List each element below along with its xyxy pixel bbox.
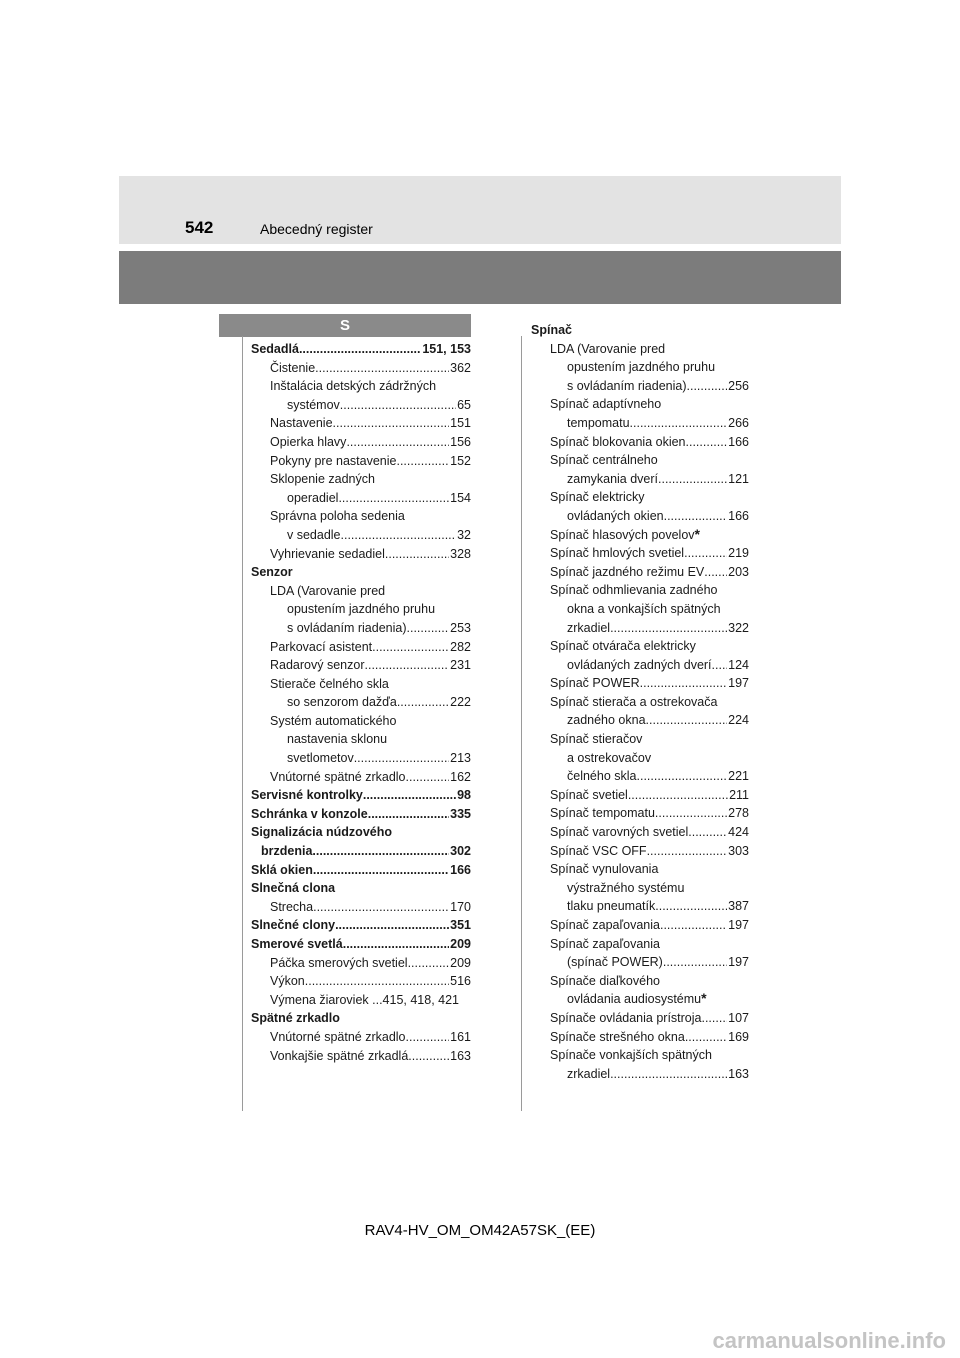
index-entry-page: 219 bbox=[728, 546, 749, 561]
index-entry bbox=[251, 768, 471, 787]
dot-leader bbox=[610, 619, 727, 638]
index-entry-text: Spínač jazdného režimu EV bbox=[550, 564, 705, 579]
index-entry-page: 328 bbox=[450, 546, 471, 561]
index-entry-page: 387 bbox=[728, 899, 749, 914]
index-entry-page: 322 bbox=[728, 620, 749, 635]
index-entry-text: Parkovací asistent bbox=[270, 639, 373, 654]
index-entry bbox=[251, 526, 471, 545]
dot-leader bbox=[664, 507, 728, 526]
index-entry-text: ovládaných okien bbox=[567, 508, 664, 523]
index-entry-text: Správna poloha sedenia bbox=[270, 509, 405, 524]
index-entry bbox=[251, 1028, 471, 1047]
index-entry-text: Pokyny pre nastavenie bbox=[270, 453, 397, 468]
index-entry-page: 351 bbox=[450, 918, 471, 933]
index-entry-text: Spínač stieračov bbox=[550, 732, 643, 747]
dot-leader bbox=[397, 693, 449, 712]
index-entry bbox=[251, 396, 471, 415]
index-entry-text: opustením jazdného pruhu bbox=[287, 602, 436, 617]
index-entry-page: 169 bbox=[728, 1029, 749, 1044]
section-title: Abecedný register bbox=[260, 221, 373, 237]
index-entry bbox=[531, 619, 749, 638]
index-entry-text: Inštalácia detských zádržných bbox=[270, 379, 437, 394]
index-entry bbox=[531, 470, 749, 489]
index-entry-text: opustením jazdného pruhu bbox=[567, 360, 716, 375]
document-code: RAV4-HV_OM_OM42A57SK_(EE) bbox=[364, 1222, 596, 1239]
index-entry bbox=[531, 321, 749, 340]
index-entry-page: 166 bbox=[728, 508, 749, 523]
index-entry-page: 424 bbox=[728, 825, 749, 840]
index-entry-page: 256 bbox=[728, 378, 749, 393]
index-entry bbox=[531, 1028, 749, 1047]
dot-leader bbox=[408, 1047, 449, 1066]
index-entry-text: Spínač odhmlievania zadného bbox=[550, 583, 718, 598]
dot-leader bbox=[335, 916, 449, 935]
dot-leader bbox=[299, 340, 421, 359]
dot-leader bbox=[687, 377, 728, 396]
dot-leader bbox=[305, 972, 449, 991]
header-dark-band bbox=[119, 251, 841, 304]
index-entry-text: Spínač centrálneho bbox=[550, 453, 658, 468]
dot-leader bbox=[333, 414, 450, 433]
index-entry-text: Spínač adaptívneho bbox=[550, 397, 662, 412]
dot-leader bbox=[640, 674, 728, 693]
index-entry bbox=[531, 1046, 749, 1065]
index-entry bbox=[251, 582, 471, 601]
index-entry bbox=[251, 861, 471, 880]
index-entry-page: 209 bbox=[450, 955, 471, 970]
index-entry bbox=[531, 935, 749, 954]
index-entry-text: Spínač bbox=[531, 323, 572, 337]
index-entry bbox=[251, 712, 471, 731]
index-entry-text: Signalizácia núdzového bbox=[251, 825, 392, 840]
dot-leader bbox=[385, 545, 449, 564]
index-entry-page: 154 bbox=[450, 490, 471, 505]
index-entry-text: tempomatu bbox=[567, 415, 630, 430]
dot-leader bbox=[407, 619, 450, 638]
dot-leader bbox=[655, 804, 727, 823]
index-entry bbox=[251, 954, 471, 973]
dot-leader bbox=[315, 359, 449, 378]
index-entry-page: 107 bbox=[728, 1010, 749, 1025]
index-entry-text: a ostrekovačov bbox=[567, 750, 652, 765]
index-entry-text: Vyhrievanie sedadiel bbox=[270, 546, 385, 561]
index-entry-text: Slnečné clony bbox=[251, 918, 336, 933]
index-entry bbox=[251, 619, 471, 638]
index-entry-text: zrkadiel bbox=[567, 1066, 611, 1081]
index-entry-page: 121 bbox=[728, 471, 749, 486]
index-entry-text: brzdenia bbox=[261, 844, 313, 859]
index-entry bbox=[531, 842, 749, 861]
watermark: carmanualsonline.info bbox=[712, 1328, 946, 1353]
index-entry-page: 303 bbox=[728, 843, 749, 858]
index-entry bbox=[251, 898, 471, 917]
index-entry-text: ovládania audiosystému bbox=[567, 992, 702, 1007]
index-entry-text: Vonkajšie spätné zrkadlá bbox=[270, 1048, 409, 1063]
index-entry-page: 65 bbox=[457, 397, 471, 412]
index-entry bbox=[251, 916, 471, 935]
dot-leader bbox=[313, 898, 449, 917]
index-entry-text: Spínač VSC OFF bbox=[550, 843, 647, 858]
index-entry bbox=[531, 414, 749, 433]
dot-leader bbox=[354, 749, 449, 768]
index-entry bbox=[251, 433, 471, 452]
index-entry-page: 266 bbox=[728, 415, 749, 430]
index-entry-page: 197 bbox=[728, 676, 749, 691]
index-entry bbox=[531, 1065, 749, 1084]
index-entry-page: 151, 153 bbox=[422, 342, 471, 356]
index-entry bbox=[251, 786, 471, 805]
index-entry bbox=[251, 452, 471, 471]
dot-leader bbox=[647, 842, 728, 861]
dot-leader bbox=[396, 452, 449, 471]
index-entry-page: 362 bbox=[450, 360, 471, 375]
index-entry bbox=[251, 1047, 471, 1066]
dot-leader bbox=[637, 767, 728, 786]
index-entry-text: Spínač vynulovania bbox=[550, 862, 659, 877]
dot-leader bbox=[646, 711, 728, 730]
index-entry-page: 156 bbox=[450, 434, 471, 449]
dot-leader bbox=[343, 935, 449, 954]
index-entry bbox=[251, 656, 471, 675]
index-entry bbox=[251, 842, 471, 861]
index-entry-text: svetlometov bbox=[287, 751, 354, 766]
index-entry-text: Spínač tempomatu bbox=[550, 806, 655, 821]
index-entry bbox=[251, 359, 471, 378]
index-entry-text: Spínač zapaľovania bbox=[550, 936, 660, 951]
index-entry-page: 253 bbox=[450, 620, 471, 635]
index-entry bbox=[531, 358, 749, 377]
index-entry bbox=[531, 488, 749, 507]
index-entry bbox=[251, 1009, 471, 1028]
index-entry-page: 213 bbox=[450, 751, 471, 766]
index-entry-text: operadiel bbox=[287, 490, 339, 505]
dot-leader bbox=[408, 954, 450, 973]
index-entry bbox=[531, 340, 749, 359]
index-entry bbox=[251, 489, 471, 508]
dot-leader bbox=[684, 544, 727, 563]
index-entry-page: 221 bbox=[728, 769, 749, 784]
index-entry-text: tlaku pneumatík bbox=[567, 899, 656, 914]
index-entry-text: Spínač svetiel bbox=[550, 787, 628, 802]
index-entry bbox=[531, 804, 749, 823]
dot-leader bbox=[704, 563, 727, 582]
index-entry bbox=[251, 972, 471, 991]
index-entry bbox=[531, 711, 749, 730]
index-entry bbox=[531, 823, 749, 842]
dot-leader bbox=[686, 433, 728, 452]
index-entry-text: Výkon bbox=[270, 974, 305, 989]
index-entry-text: Spínač hmlových svetiel bbox=[550, 546, 685, 561]
index-entry-text: systémov bbox=[287, 397, 340, 412]
index-entry-text: Sklopenie zadných bbox=[270, 472, 375, 487]
index-entry-page: 209 bbox=[450, 937, 471, 951]
index-entry bbox=[251, 675, 471, 694]
index-entry bbox=[251, 470, 471, 489]
index-entry-page: 32 bbox=[457, 527, 471, 542]
index-entry-text: Stierače čelného skla bbox=[270, 676, 389, 691]
index-entry-text: Páčka smerových svetiel bbox=[270, 955, 408, 970]
index-entry bbox=[531, 674, 749, 693]
index-entry bbox=[531, 637, 749, 656]
dot-leader bbox=[655, 897, 727, 916]
index-column-left bbox=[251, 340, 471, 1065]
index-entry-page: 197 bbox=[728, 918, 749, 932]
index-letter-bar: S bbox=[219, 314, 471, 337]
index-entry bbox=[251, 545, 471, 564]
index-entry-page: 98 bbox=[457, 788, 471, 803]
index-entry-text: výstražného systému bbox=[567, 880, 685, 895]
index-entry-page: 170 bbox=[450, 899, 471, 914]
dot-leader bbox=[368, 805, 449, 824]
index-entry bbox=[251, 823, 471, 842]
index-entry bbox=[531, 972, 749, 991]
dot-leader bbox=[712, 656, 728, 675]
dot-leader bbox=[628, 786, 728, 805]
index-entry bbox=[251, 805, 471, 824]
dot-leader bbox=[658, 470, 727, 489]
index-entry-page: 197 bbox=[728, 955, 749, 970]
index-entry-text: Spínač POWER bbox=[550, 676, 640, 691]
index-entry bbox=[251, 935, 471, 954]
index-entry-text: Spínač zapaľovania bbox=[550, 918, 660, 932]
index-entry bbox=[531, 600, 749, 619]
dot-leader bbox=[313, 861, 449, 880]
index-entry-text: okna a vonkajších spätných bbox=[567, 601, 721, 616]
index-entry-page: 151 bbox=[450, 416, 471, 431]
index-entry-text: Spínače ovládania prístroja bbox=[550, 1010, 702, 1025]
index-entry-page: 152 bbox=[450, 453, 471, 468]
index-entry-text: LDA (Varovanie pred bbox=[550, 341, 666, 356]
index-entry-text: s ovládaním riadenia) bbox=[287, 620, 407, 635]
index-entry bbox=[531, 879, 749, 898]
dot-leader bbox=[365, 656, 450, 675]
index-entry-page: 163 bbox=[450, 1048, 471, 1063]
dot-leader bbox=[663, 953, 727, 972]
index-entry-text: Slnečná clona bbox=[251, 881, 336, 896]
index-entry-text: Vnútorné spätné zrkadlo bbox=[270, 1029, 406, 1044]
dot-leader bbox=[701, 1009, 727, 1028]
index-entry bbox=[531, 749, 749, 768]
index-entry bbox=[531, 1009, 749, 1028]
index-entry bbox=[531, 377, 749, 396]
index-entry bbox=[251, 340, 471, 359]
header-band bbox=[119, 176, 841, 244]
index-entry-page: 282 bbox=[450, 639, 471, 654]
index-entry-text: Radarový senzor bbox=[270, 658, 365, 673]
index-entry-text: s ovládaním riadenia) bbox=[567, 378, 687, 393]
index-entry-page: 124 bbox=[728, 657, 749, 672]
index-entry-page: 166 bbox=[728, 434, 749, 449]
index-entry-text: Smerové svetlá bbox=[251, 937, 343, 951]
index-entry bbox=[531, 786, 749, 805]
index-entry-text: Sedadlá bbox=[251, 342, 299, 356]
index-entry bbox=[531, 860, 749, 879]
dot-leader bbox=[363, 786, 456, 805]
index-entry-page: 163 bbox=[728, 1066, 749, 1081]
index-entry-text: zamykania dverí bbox=[567, 471, 659, 486]
index-entry bbox=[251, 414, 471, 433]
dot-leader bbox=[340, 396, 456, 415]
index-entry bbox=[251, 377, 471, 396]
index-entry-text: Spínač hlasových povelov bbox=[550, 527, 695, 542]
index-entry bbox=[251, 693, 471, 712]
index-entry-text: Spínače vonkajších spätných bbox=[550, 1048, 712, 1063]
index-entry-text: Spätné zrkadlo bbox=[251, 1011, 340, 1026]
index-entry bbox=[531, 693, 749, 712]
index-entry-text: Vnútorné spätné zrkadlo bbox=[270, 769, 406, 784]
index-entry-text: (spínač POWER) bbox=[567, 955, 663, 970]
dot-leader bbox=[312, 842, 449, 861]
index-entry-page: 516 bbox=[450, 974, 471, 989]
dot-leader bbox=[688, 823, 727, 842]
index-entry-page: 222 bbox=[450, 695, 471, 710]
dot-leader bbox=[372, 638, 449, 657]
page-number: 542 bbox=[185, 218, 214, 237]
index-entry-text: Spínače strešného okna bbox=[550, 1029, 685, 1044]
index-entry bbox=[531, 581, 749, 600]
index-entry-text: Spínače diaľkového bbox=[550, 973, 660, 988]
index-entry bbox=[531, 767, 749, 786]
index-entry-text: Výmena žiaroviek ...415, 418, 421 bbox=[270, 992, 460, 1007]
index-entry-page: 278 bbox=[728, 806, 749, 821]
dot-leader bbox=[346, 433, 449, 452]
dot-leader bbox=[685, 1028, 727, 1047]
index-entry-text: Servisné kontrolky bbox=[251, 788, 363, 803]
index-entry bbox=[531, 953, 749, 972]
index-entry-text: Nastavenie bbox=[270, 416, 333, 431]
index-entry-text: Strecha bbox=[270, 899, 314, 914]
index-entry bbox=[531, 730, 749, 749]
dot-leader bbox=[338, 489, 449, 508]
column-divider-left bbox=[242, 336, 243, 1111]
index-entry-page: 161 bbox=[450, 1029, 471, 1044]
index-entry: ovládania audiosystému * bbox=[531, 990, 749, 1009]
dot-leader bbox=[406, 1028, 450, 1047]
index-entry-text: Opierka hlavy bbox=[270, 434, 347, 449]
index-entry bbox=[531, 897, 749, 916]
index-entry-text: Čistenie bbox=[270, 360, 316, 375]
index-entry-text: Sklá okien bbox=[251, 862, 313, 877]
index-entry-text: čelného skla bbox=[567, 769, 637, 784]
index-entry: Spínač hlasových povelov * bbox=[531, 526, 749, 545]
index-entry bbox=[251, 991, 471, 1010]
index-entry-page: 162 bbox=[450, 769, 471, 784]
index-entry-text: so senzorom dažďa bbox=[287, 695, 397, 710]
column-divider-right bbox=[521, 336, 522, 1111]
dot-leader bbox=[610, 1065, 727, 1084]
dot-leader bbox=[630, 414, 728, 433]
index-entry-page: 203 bbox=[728, 564, 749, 579]
index-entry bbox=[251, 507, 471, 526]
index-entry-text: LDA (Varovanie pred bbox=[270, 583, 386, 598]
index-entry-text: Spínač elektricky bbox=[550, 490, 645, 505]
index-entry-page: 231 bbox=[450, 658, 471, 673]
index-entry-page: 302 bbox=[450, 844, 471, 859]
index-entry bbox=[251, 638, 471, 657]
index-entry-text: Spínač blokovania okien bbox=[550, 434, 686, 449]
index-entry bbox=[251, 749, 471, 768]
index-entry bbox=[251, 879, 471, 898]
index-entry-text: Schránka v konzole bbox=[251, 806, 368, 821]
index-entry-page: 166 bbox=[450, 862, 471, 877]
index-entry bbox=[531, 395, 749, 414]
index-entry bbox=[531, 433, 749, 452]
index-entry bbox=[531, 916, 749, 935]
index-entry-page: 211 bbox=[729, 787, 749, 802]
index-entry-text: Spínač stierača a ostrekovača bbox=[550, 694, 718, 709]
index-entry-text: nastavenia sklonu bbox=[287, 732, 388, 747]
index-entry bbox=[531, 451, 749, 470]
index-column-right bbox=[531, 321, 749, 1083]
index-entry bbox=[251, 563, 471, 582]
index-entry-text: zadného okna bbox=[567, 713, 646, 728]
dot-leader bbox=[406, 768, 450, 787]
index-entry-text: Systém automatického bbox=[270, 713, 397, 728]
index-entry-text: zrkadiel bbox=[567, 620, 611, 635]
index-entry-page: 224 bbox=[728, 713, 749, 728]
index-entry bbox=[531, 563, 749, 582]
dot-leader bbox=[660, 916, 727, 935]
index-entry bbox=[531, 544, 749, 563]
index-entry-text: Spínač varovných svetiel bbox=[550, 825, 689, 840]
index-entry bbox=[531, 507, 749, 526]
index-entry-text: ovládaných zadných dverí bbox=[567, 657, 712, 672]
index-entry-text: Senzor bbox=[251, 565, 293, 580]
index-entry-page: 335 bbox=[450, 806, 471, 821]
index-entry-text: Spínač otvárača elektricky bbox=[550, 639, 696, 654]
index-entry-text: v sedadle bbox=[287, 527, 341, 542]
index-entry bbox=[251, 730, 471, 749]
index-entry bbox=[531, 656, 749, 675]
dot-leader bbox=[341, 526, 457, 545]
index-entry bbox=[251, 600, 471, 619]
